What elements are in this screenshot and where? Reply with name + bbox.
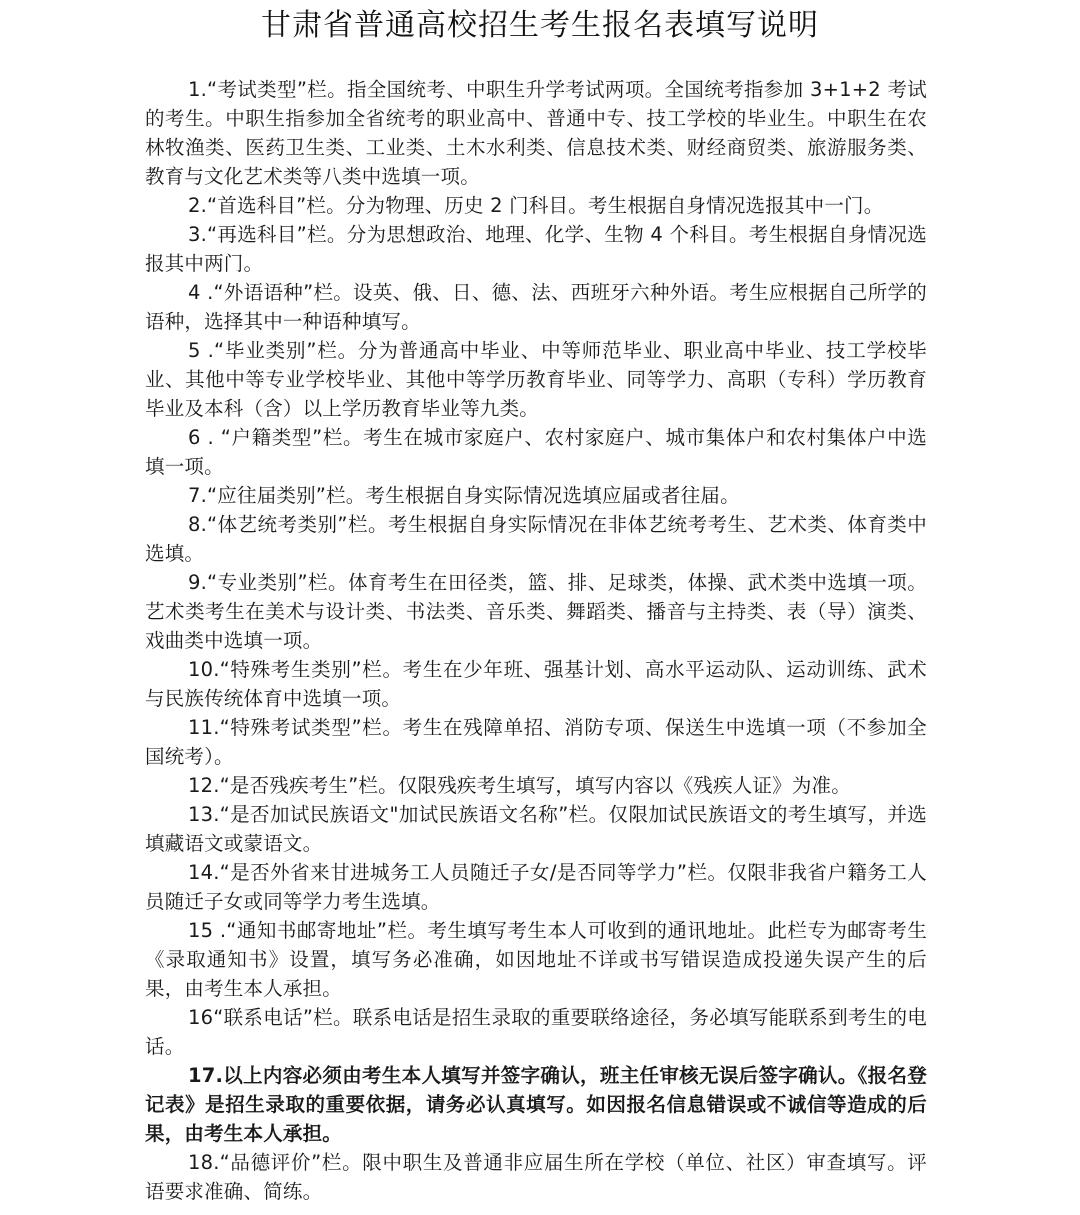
instructions-body xyxy=(145,75,927,1206)
instruction-11-special-exam-type: 11.“特殊考试类型”栏。考生在残障单招、消防专项、保送生中选填一项（不参加全国统考）。 xyxy=(145,716,927,768)
instruction-17-signature-notice: 17.以上内容必须由考生本人填写并签字确认，班主任审核无误后签字确认。《报名登记表》是招生录取的重要依据，请务必认真填写。如因报名信息错误或不诚信等造成的后果，由考生本人承担。 xyxy=(145,1064,927,1145)
instruction-18-moral-evaluation: 18.“品德评价”栏。限中职生及普通非应届生所在学校（单位、社区）审查填写。评语要求准确、简练。 xyxy=(145,1151,927,1203)
instruction-4-foreign-language: 4 .“外语语种”栏。设英、俄、日、德、法、西班牙六种外语。考生应根据自己所学的语种，选择其中一种语种填写。 xyxy=(145,281,927,333)
instruction-9-major-category: 9.“专业类别”栏。体育考生在田径类，篮、排、足球类，体操、武术类中选填一项。艺术类考生在美术与设计类、书法类、音乐类、舞蹈类、播音与主持类、表（导）演类、戏曲类中选填一项。 xyxy=(145,571,927,652)
page-title: 甘肃省普通高校招生考生报名表填写说明 xyxy=(261,8,819,43)
instruction-6-household-type: 6 . “户籍类型”栏。考生在城市家庭户、农村家庭户、城市集体户和农村集体户中选填一项。 xyxy=(145,426,927,478)
instruction-12-disability: 12.“是否残疾考生”栏。仅限残疾考生填写，填写内容以《残疾人证》为准。 xyxy=(188,774,851,797)
instruction-1-exam-type: 1.“考试类型”栏。指全国统考、中职生升学考试两项。全国统考指参加 3+1+2 考试的考生。中职生指参加全省统考的职业高中、普通中专、技工学校的毕业生。中职生在农林牧渔类、医药卫生类、工业类、土木水利类、信息技术类、财经商贸类、旅游服务类、教育与文化艺术类等八类中选填一项。 xyxy=(145,78,927,188)
instruction-14-migrant-children: 14.“是否外省来甘进城务工人员随迁子女/是否同等学力”栏。仅限非我省户籍务工人员随迁子女或同等学力考生选填。 xyxy=(145,861,927,913)
instruction-13-ethnic-language: 13.“是否加试民族语文"加试民族语文名称”栏。仅限加试民族语文的考生填写，并选填藏语文或蒙语文。 xyxy=(145,803,927,855)
instruction-8-arts-sports-exam: 8.“体艺统考类别”栏。考生根据自身实际情况在非体艺统考考生、艺术类、体育类中选填。 xyxy=(145,513,927,565)
instruction-10-special-candidate: 10.“特殊考生类别”栏。考生在少年班、强基计划、高水平运动队、运动训练、武术与民族传统体育中选填一项。 xyxy=(145,658,927,710)
instruction-15-mailing-address: 15 .“通知书邮寄地址”栏。考生填写考生本人可收到的通讯地址。此栏专为邮寄考生《录取通知书》设置，填写务必准确，如因地址不详或书写错误造成投递失误产生的后果，由考生本人承担。 xyxy=(145,919,927,1000)
instruction-5-graduation-category: 5 .“毕业类别”栏。分为普通高中毕业、中等师范毕业、职业高中毕业、技工学校毕业、其他中等专业学校毕业、其他中等学历教育毕业、同等学力、高职（专科）学历教育毕业及本科（含）以上学历教育毕业等九类。 xyxy=(145,339,927,420)
instruction-16-phone: 16“联系电话”栏。联系电话是招生录取的重要联络途径，务必填写能联系到考生的电话。 xyxy=(145,1006,927,1058)
instruction-7-current-previous: 7.“应往届类别”栏。考生根据自身实际情况选填应届或者往届。 xyxy=(188,484,740,507)
instruction-3-second-subjects: 3.“再选科目”栏。分为思想政治、地理、化学、生物 4 个科目。考生根据自身情况选报其中两门。 xyxy=(145,223,927,275)
instruction-2-first-subject: 2.“首选科目”栏。分为物理、历史 2 门科目。考生根据自身情况选报其中一门。 xyxy=(188,194,884,217)
